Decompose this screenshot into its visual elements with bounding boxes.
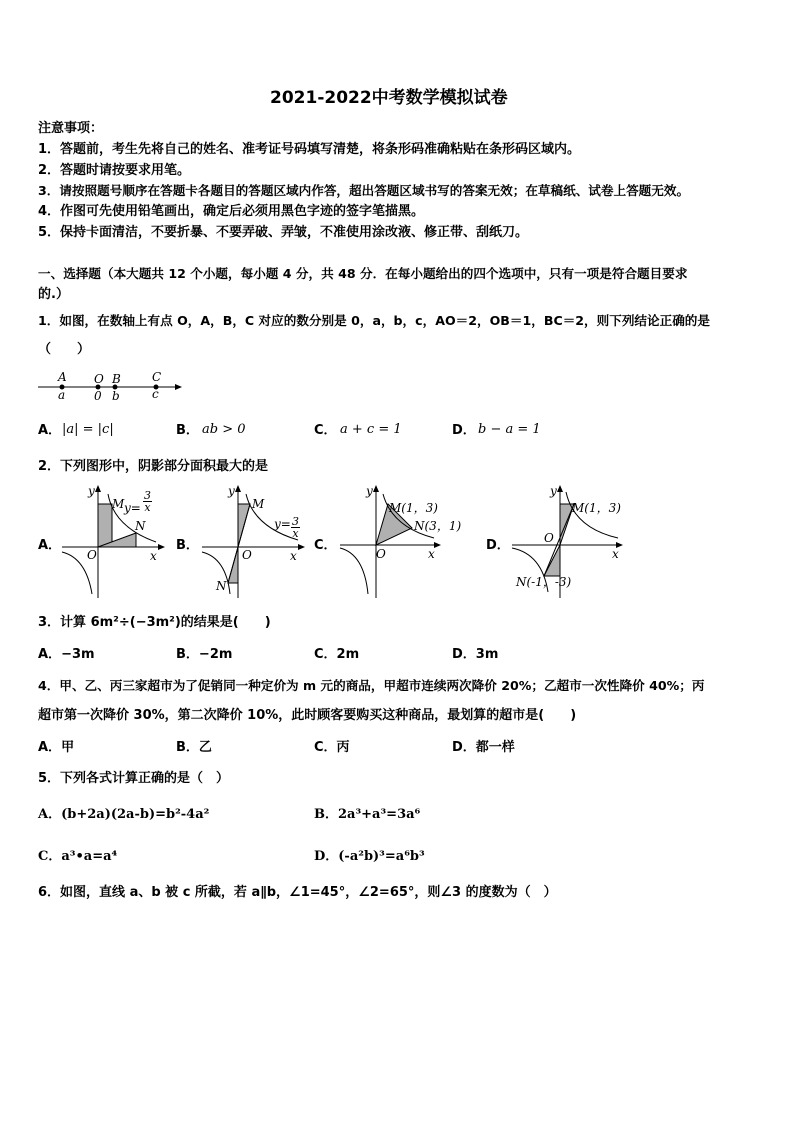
point-m-label: M(1，3) [389,501,438,515]
axis-y-label: y [88,484,95,498]
label-A: A [58,370,67,384]
question-5-stem: 5．下列各式计算正确的是（ ） [38,771,230,786]
question-6-stem: 6．如图，直线 a、b 被 c 所截，若 a∥b，∠1=45°，∠2=65°，则∠3 的度数为（ ） [38,885,557,900]
axis-x-label: x [150,549,157,563]
equation-lhs: y= [274,517,291,531]
fraction-3-over-x: $\frac{3}{x}$ [144,489,151,514]
q2-option-c-letter: C． [314,538,337,553]
point-n-label: N [216,579,227,593]
point-n-label: N [135,519,146,533]
q5-option-a: A．(b+2a)(2a-b)=b²-4a² [38,807,210,822]
question-3-stem: 3．计算 6m²÷(−3m²)的结果是( ) [38,615,271,630]
q1-option-b-letter: B． [176,423,199,438]
notice-item: 2．答题时请按要求用笔。 [38,163,191,178]
axis-x-label: x [290,549,297,563]
q2-option-d-letter: D． [486,538,510,553]
point-m-label: M [252,497,265,511]
q4-option-c: C．丙 [314,740,350,755]
label-0: 0 [94,389,102,403]
axis-x-label: x [612,547,619,561]
label-C: C [152,370,162,384]
q4-option-d: D．都一样 [452,740,515,755]
origin-label: O [376,547,386,561]
notice-heading: 注意事项： [38,121,104,136]
question-4-stem-cont: 超市第一次降价 30%，第二次降价 10%，此时顾客要购买这种商品，最划算的超市是( ) [38,708,577,723]
label-O: O [94,372,104,386]
question-4-stem: 4．甲、乙、丙三家超市为了促销同一种定价为 m 元的商品，甲超市连续两次降价 20%；乙超市一次性降价 40%；丙 [38,678,705,693]
q3-option-d: D．3m [452,647,499,662]
section-heading: 一、选择题（本大题共 12 个小题，每小题 4 分，共 48 分．在每小题给出的四个选项中，只有一项是符合题目要求 [38,266,688,281]
figure-a [58,482,170,600]
label-c: c [152,387,159,401]
q1-option-d-letter: D． [452,423,476,438]
section-heading-cont: 的.） [38,287,69,302]
q1-option-a-text: |a| = |c| [62,422,114,437]
q5-option-c: C．a³•a=a⁴ [38,849,118,864]
question-1-paren: （ ） [38,342,91,357]
q3-option-c: C．2m [314,647,360,662]
figure-c [336,482,466,600]
q1-option-c-text: a + c = 1 [340,422,402,437]
q1-option-b-text: ab > 0 [202,422,246,437]
point-n-label: N(-1，-3) [516,575,572,589]
point-m-label: M [112,497,125,511]
origin-label: O [87,548,97,562]
q4-option-b: B．乙 [176,740,212,755]
fraction-3-over-x: $\frac{3}{x}$ [292,515,299,540]
page-title: 2021-2022中考数学模拟试卷 [270,88,508,108]
origin-label: O [242,548,252,562]
axis-y-label: y [550,484,557,498]
point-n-label: N(3，1) [414,519,462,533]
notice-item: 1．答题前，考生先将自己的姓名、准考证号码填写清楚，将条形码准确粘贴在条形码区域内。 [38,142,581,157]
figure-b [198,482,310,600]
label-b: b [112,389,120,403]
number-line-figure [36,366,186,404]
equation-lhs: y= [124,501,141,515]
axis-y-label: y [366,484,373,498]
notice-item: 3．请按照题号顺序在答题卡各题目的答题区域内作答，超出答题区域书写的答案无效；在草稿纸、试卷上答题无效。 [38,183,690,198]
shaded-region-m [98,504,112,547]
label-B: B [112,372,121,386]
q3-option-a: A．−3m [38,647,95,662]
point-m-label: M(1，3) [572,501,621,515]
label-a: a [58,388,66,402]
q3-option-b: B．−2m [176,647,233,662]
q4-option-a: A．甲 [38,740,75,755]
question-2-stem: 2．下列图形中，阴影部分面积最大的是 [38,459,269,474]
q2-option-b-letter: B． [176,538,199,553]
notice-item: 4．作图可先使用铅笔画出，确定后必须用黑色字迹的签字笔描黑。 [38,204,425,219]
question-1-stem: 1．如图，在数轴上有点 O，A，B，C 对应的数分别是 0，a，b，c，AO＝2，OB＝1，BC＝2，则下列结论正确的是 [38,313,710,328]
origin-label: O [544,531,554,545]
q2-option-a-letter: A． [38,538,62,553]
q1-option-a-letter: A． [38,423,62,438]
axis-x-label: x [428,547,435,561]
q1-option-c-letter: C． [314,423,337,438]
q5-option-d: D．(-a²b)³=a⁶b³ [314,849,425,864]
axis-y-label: y [228,484,235,498]
q1-option-d-text: b − a = 1 [478,422,541,437]
notice-item: 5．保持卡面清洁，不要折暴、不要弄破、弄皱，不准使用涂改液、修正带、刮纸刀。 [38,225,529,240]
q5-option-b: B．2a³+a³=3a⁶ [314,807,421,822]
figure-d [508,482,630,600]
